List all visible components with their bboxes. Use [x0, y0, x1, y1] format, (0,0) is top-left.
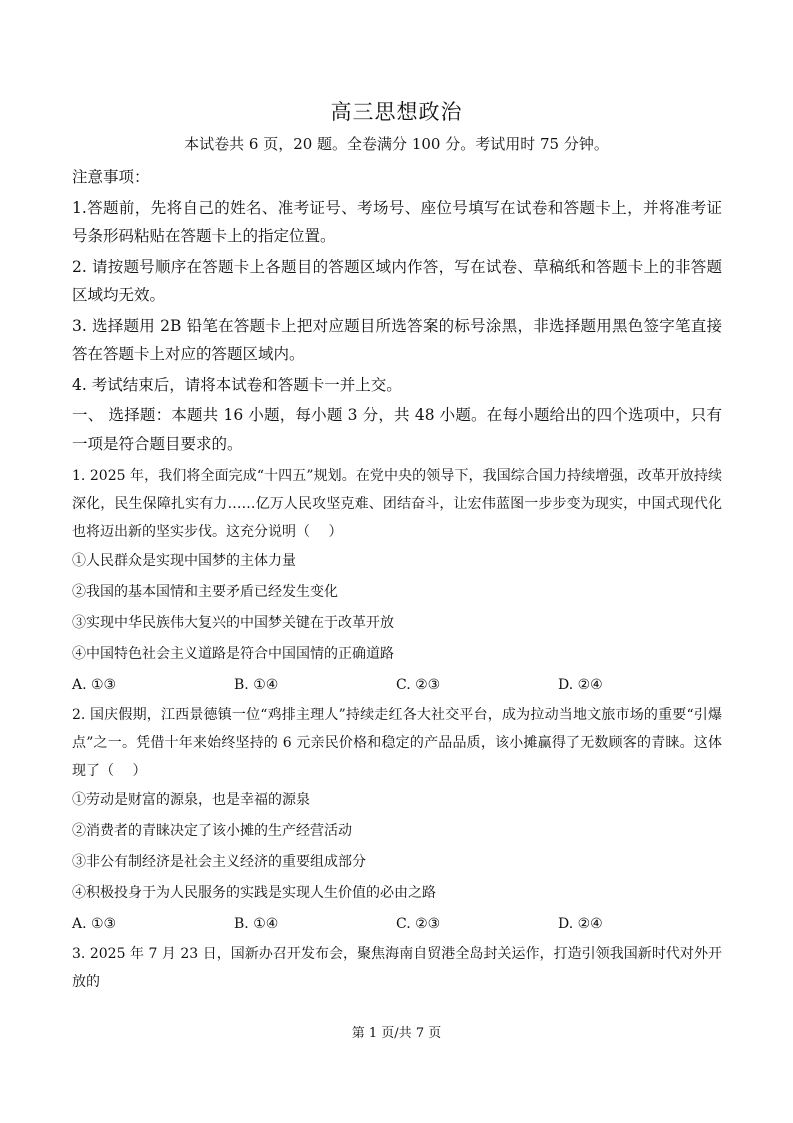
- answer-choices: [72, 670, 722, 701]
- choice-a: A. ①③: [72, 916, 117, 932]
- question-statement: ④积极投身于为人民服务的实践是实现人生价值的必由之路: [72, 885, 436, 901]
- question-statement: ②我国的基本国情和主要矛盾已经发生变化: [72, 584, 338, 600]
- notice-item: 3. 选择题用 2B 铅笔在答题卡上把对应题目所选答案的标号涂黑，非选择题用黑色签字笔直接答在答题卡上对应的答题区域内。: [72, 316, 722, 363]
- question-statement: ③非公有制经济是社会主义经济的重要组成部分: [72, 854, 366, 870]
- notice-heading: 注意事项：: [72, 168, 150, 186]
- question-stem: 1. 2025 年，我们将全面完成“十四五”规划。在党中央的领导下，我国综合国力持续增强，改革开放持续深化，民生保障扎实有力……亿万人民攻坚克难、团结奋斗，让宏伟蓝图一步步变为现实，中国式现代化也将迈出新的坚实步伐。这充分说明（ ）: [72, 468, 722, 540]
- question-statement: ①劳动是财富的源泉，也是幸福的源泉: [72, 792, 310, 808]
- notice-item: 2. 请按题号顺序在答题卡上各题目的答题区域内作答，写在试卷、草稿纸和答题卡上的非答题区域均无效。: [72, 257, 722, 304]
- choice-b: B. ①④: [234, 677, 279, 693]
- question-stem: 2. 国庆假期，江西景德镇一位“鸡排主理人”持续走红各大社交平台，成为拉动当地文旅市场的重要“引爆点”之一。凭借十年来始终坚持的 6 元亲民价格和稳定的产品品质，该小摊赢得了无数顾客的青睐。这体现了（ ）: [72, 707, 722, 779]
- exam-subtitle: 本试卷共 6 页，20 题。全卷满分 100 分。考试用时 75 分钟。: [184, 135, 609, 153]
- question-statement: ①人民群众是实现中国梦的主体力量: [72, 553, 296, 569]
- choice-c: C. ②③: [396, 916, 441, 932]
- choice-c: C. ②③: [396, 677, 441, 693]
- question-statement: ②消费者的青睐决定了该小摊的生产经营活动: [72, 823, 352, 839]
- page-number: 第 1 页/共 7 页: [351, 1026, 442, 1041]
- choice-a: A. ①③: [72, 677, 117, 693]
- question-statement: ③实现中华民族伟大复兴的中国梦关键在于改革开放: [72, 615, 394, 631]
- choice-b: B. ①④: [234, 916, 279, 932]
- notice-item: 1.答题前，先将自己的姓名、准考证号、考场号、座位号填写在试卷和答题卡上，并将准考证号条形码粘贴在答题卡上的指定位置。: [72, 198, 722, 245]
- exam-body: [72, 163, 722, 996]
- section-heading: 一、 选择题：本题共 16 小题，每小题 3 分，共 48 小题。在每小题给出的四个选项中，只有一项是符合题目要求的。: [72, 406, 722, 453]
- choice-d: D. ②④: [558, 916, 603, 932]
- question-statement: ④中国特色社会主义道路是符合中国国情的正确道路: [72, 646, 394, 662]
- question-stem: 3. 2025 年 7 月 23 日，国新办召开发布会，聚焦海南自贸港全岛封关运作，打造引领我国新时代对外开放的: [72, 946, 722, 990]
- notice-item: 4. 考试结束后，请将本试卷和答题卡一并上交。: [72, 375, 402, 394]
- choice-d: D. ②④: [558, 677, 603, 693]
- exam-title: 高三思想政治: [330, 100, 463, 124]
- answer-choices: [72, 909, 722, 940]
